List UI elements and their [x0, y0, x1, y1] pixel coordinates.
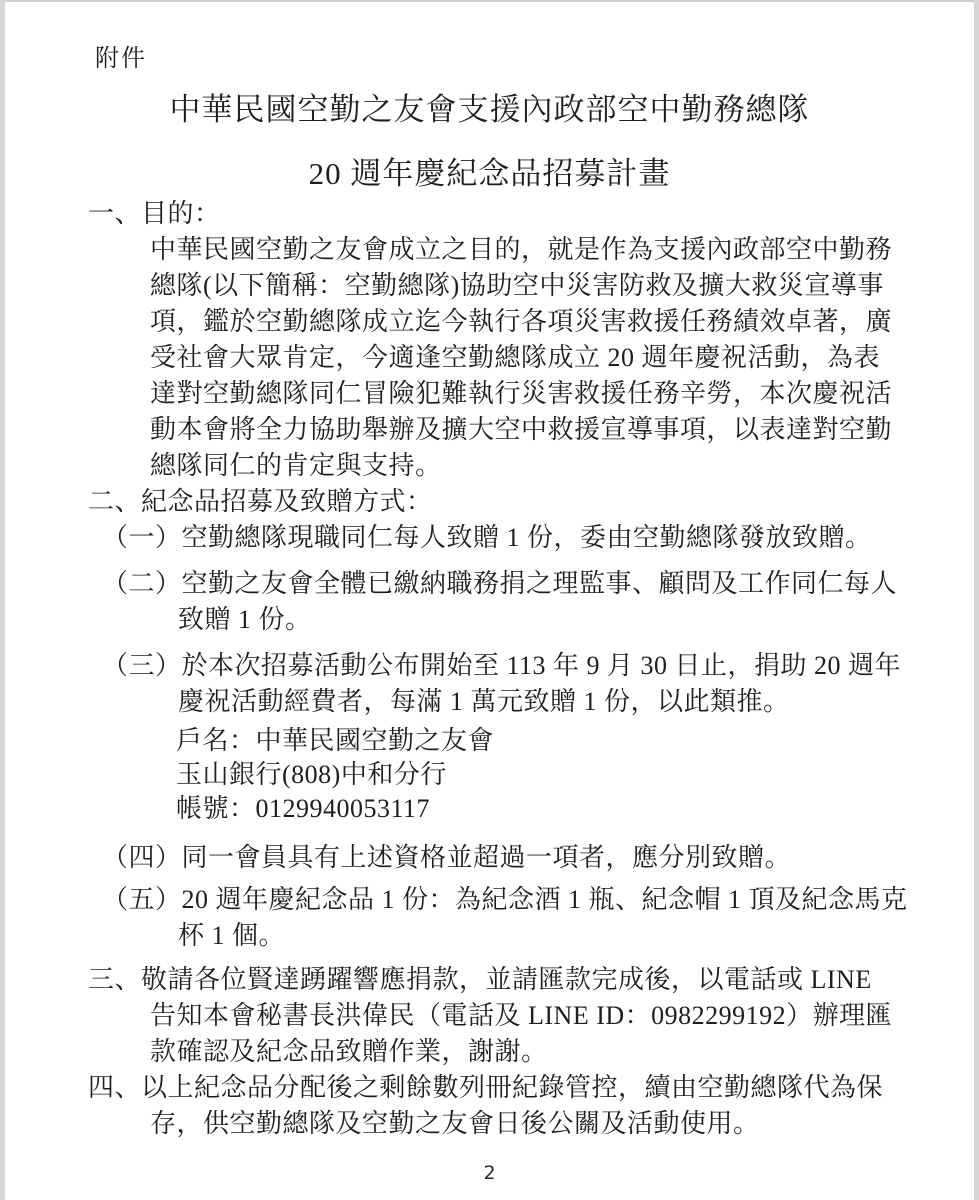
section-2-heading: 二、紀念品招募及致贈方式：: [88, 487, 433, 516]
section-1-paragraph-line: 項，鑑於空勤總隊成立迄今執行各項災害救援任務績效卓著，廣: [150, 307, 893, 336]
scan-edge-right: [974, 0, 979, 1200]
section-1-paragraph-line: 受社會大眾肯定，今適逢空勤總隊成立 20 週年慶祝活動，為表: [150, 343, 881, 372]
section-2-item-3-cont: 慶祝活動經費者，每滿 1 萬元致贈 1 份，以此類推。: [178, 687, 790, 716]
attachment-label: 附件: [95, 46, 147, 72]
section-2-item-5: （五）20 週年慶紀念品 1 份：為紀念酒 1 瓶、紀念帽 1 頂及紀念馬克: [102, 885, 908, 914]
scan-edge-left: [0, 0, 5, 1200]
page-number: 2: [483, 1162, 496, 1184]
section-2-item-4: （四）同一會員具有上述資格並超過一項者，應分別致贈。: [102, 843, 792, 872]
section-3-line: 告知本會秘書長洪偉民（電話及 LINE ID：0982299192）辦理匯: [150, 1001, 893, 1030]
bank-account-number-line: 帳號：0129940053117: [176, 794, 431, 823]
section-2-item-3: （三）於本次招募活動公布開始至 113 年 9 月 30 日止，捐助 20 週年: [102, 651, 902, 680]
bank-branch-line: 玉山銀行(808)中和分行: [176, 760, 447, 789]
section-2-item-5-cont: 杯 1 個。: [178, 921, 286, 950]
section-4-line: 存，供空勤總隊及空勤之友會日後公關及活動使用。: [150, 1109, 760, 1138]
doc-title-line1: 中華民國空勤之友會支援內政部空中勤務總隊: [169, 92, 810, 127]
section-1-paragraph-line: 總隊同仁的肯定與支持。: [150, 451, 442, 480]
section-2-item-2-cont: 致贈 1 份。: [178, 605, 312, 634]
section-1-paragraph-line: 達對空勤總隊同仁冒險犯難執行災害救援任務辛勞，本次慶祝活: [150, 379, 893, 408]
section-1-paragraph-line: 動本會將全力協助舉辦及擴大空中救援宣導事項，以表達對空勤: [150, 415, 893, 444]
doc-title-line2: 20 週年慶紀念品招募計畫: [308, 156, 671, 191]
section-3-line: 款確認及紀念品致贈作業，謝謝。: [150, 1037, 548, 1066]
section-4-heading: 四、以上紀念品分配後之剩餘數列冊紀錄管控，續由空勤總隊代為保: [88, 1073, 884, 1102]
section-1-heading: 一、目的：: [88, 199, 221, 228]
section-3-heading: 三、敬請各位賢達踴躍響應捐款，並請匯款完成後，以電話或 LINE: [88, 965, 872, 994]
section-2-item-2: （二）空勤之友會全體已繳納職務捐之理監事、顧問及工作同仁每人: [102, 569, 898, 598]
scan-edge-top: [0, 0, 979, 2]
document-body: [0, 196, 979, 1142]
section-1-paragraph-line: 中華民國空勤之友會成立之目的，就是作為支援內政部空中勤務: [150, 235, 893, 264]
section-1-paragraph-line: 總隊(以下簡稱：空勤總隊)協助空中災害防救及擴大救災宣導事: [150, 271, 884, 300]
bank-account-name-line: 戶名：中華民國空勤之友會: [176, 726, 495, 755]
section-2-item-1: （一）空勤總隊現職同仁每人致贈 1 份，委由空勤總隊發放致贈。: [102, 523, 872, 552]
